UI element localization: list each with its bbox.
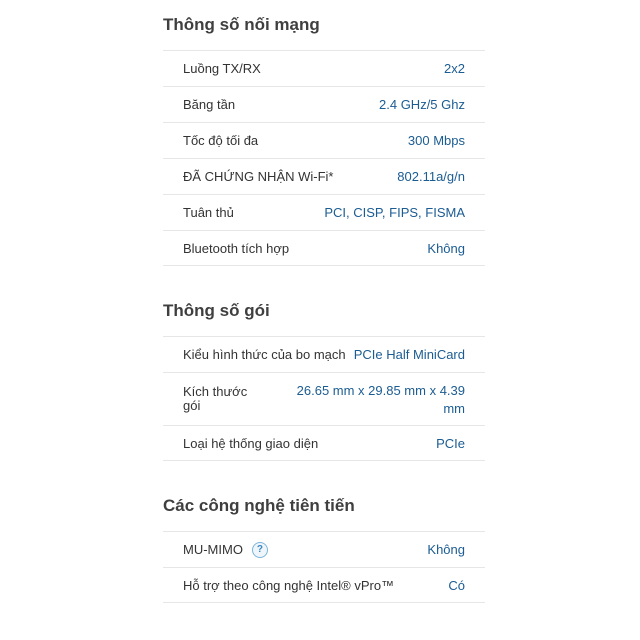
spec-label: Bluetooth tích hợp (183, 240, 290, 256)
spec-row-interface (163, 425, 485, 461)
section-package (163, 299, 485, 461)
spec-value: 300 Mbps (407, 133, 465, 148)
spec-row-max-speed (163, 122, 485, 158)
spec-value: PCIe (436, 435, 465, 451)
spec-label: Loại hệ thống giao diện (183, 435, 319, 451)
spec-value-line: 26.65 mm x 29.85 mm x 4.39 (296, 383, 465, 398)
spec-label: Kiểu hình thức của bo mạch (183, 347, 346, 362)
spec-table (163, 336, 485, 461)
spec-row-wifi-certified (163, 158, 485, 194)
section-title: Thông số nối mạng (163, 15, 320, 34)
spec-row-compliance (163, 194, 485, 230)
section-title: Các công nghệ tiên tiến (163, 496, 355, 515)
spec-value: Có (448, 577, 465, 593)
spec-value: Không (427, 240, 465, 256)
spec-label: ĐÃ CHỨNG NHẬN Wi-Fi* (183, 169, 334, 184)
section-advanced-tech (163, 494, 485, 603)
spec-table (163, 50, 485, 266)
spec-label (183, 542, 268, 558)
spec-row-form-factor (163, 336, 485, 372)
spec-label-line: gói (183, 398, 201, 413)
spec-value: 802.11a/g/n (397, 169, 465, 184)
spec-value: Không (427, 542, 465, 557)
spec-row-vpro (163, 567, 485, 603)
spec-table (163, 531, 485, 603)
spec-row-bluetooth (163, 230, 485, 266)
spec-value: 2.4 GHz/5 Ghz (379, 97, 465, 112)
spec-row-mu-mimo (163, 531, 485, 567)
spec-label: Băng tần (183, 97, 236, 112)
spec-value-line: mm (443, 401, 465, 416)
spec-label: Hỗ trợ theo công nghệ Intel® vPro™ (183, 577, 395, 593)
spec-label-text: MU-MIMO (183, 542, 243, 557)
spec-label (183, 385, 247, 413)
spec-row-package-size (163, 372, 485, 425)
spec-value (297, 382, 465, 418)
spec-value: PCIe Half MiniCard (353, 347, 465, 362)
section-networking (163, 13, 485, 266)
spec-row-tx-rx (163, 50, 485, 86)
spec-label: Luồng TX/RX (183, 61, 261, 76)
spec-value: PCI, CISP, FIPS, FISMA (324, 205, 465, 220)
spec-label: Tốc độ tối đa (183, 133, 259, 148)
spec-label: Tuân thủ (183, 205, 234, 220)
spec-label-line: Kích thước (183, 384, 248, 399)
section-title: Thông số gói (163, 301, 270, 320)
spec-row-band (163, 86, 485, 122)
question-circle-icon[interactable]: ? (252, 542, 268, 558)
spec-value: 2x2 (444, 61, 465, 76)
